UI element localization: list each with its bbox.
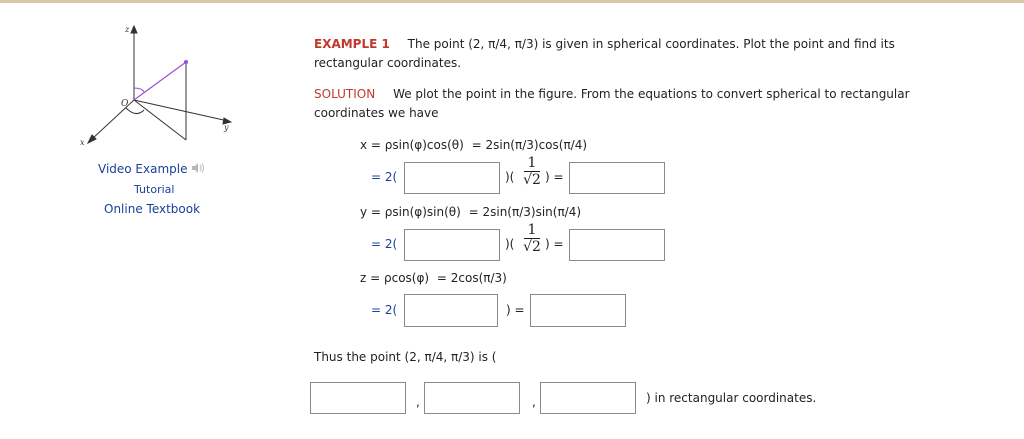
axes [88, 26, 231, 143]
eq-z-lhs: z = ρcos(φ) [360, 271, 430, 285]
z-axis-label: z [125, 25, 130, 34]
answer-x-input[interactable] [310, 382, 406, 414]
plotted-point [184, 60, 188, 64]
eq-x-frac-den: √2 [523, 172, 541, 188]
x-axis-label: x [80, 138, 85, 147]
eq-z-line1 [360, 271, 507, 285]
y-axis-label: y [224, 123, 229, 132]
eq-x-input-2[interactable] [569, 162, 665, 194]
eq-y-end: ) = [545, 237, 564, 251]
conclusion-end: ) in rectangular coordinates. [646, 391, 817, 405]
eq-x-input-1[interactable] [404, 162, 500, 194]
eq-z-prefix: = 2( [371, 303, 398, 317]
eq-y-line1 [360, 205, 581, 219]
eq-y-mid: )( [505, 237, 515, 251]
solution-heading [314, 87, 910, 101]
eq-x-rhs: = 2sin(π/3)cos(π/4) [471, 138, 588, 152]
eq-y-frac-num: 1 [527, 222, 537, 238]
example-label: EXAMPLE 1 [314, 37, 390, 51]
answer-sep-1: , [416, 395, 420, 409]
eq-x-lhs: x = ρsin(φ)cos(θ) [360, 138, 464, 152]
eq-z-end: ) = [506, 303, 525, 317]
theta-arc [126, 108, 144, 114]
eq-x-frac-num: 1 [527, 155, 537, 171]
video-example-label: Video Example [98, 162, 188, 176]
origin-label: O [121, 99, 129, 109]
eq-x-mid: )( [505, 170, 515, 184]
eq-y-input-1[interactable] [404, 229, 500, 261]
online-textbook-link[interactable]: Online Textbook [104, 202, 201, 216]
phi-arc [134, 88, 144, 92]
eq-y-input-2[interactable] [569, 229, 665, 261]
eq-z-rhs: = 2cos(π/3) [436, 271, 507, 285]
eq-x-prefix: = 2( [371, 170, 398, 184]
answer-sep-2: , [532, 395, 536, 409]
eq-y-rhs: = 2sin(π/3)sin(π/4) [468, 205, 582, 219]
rho-line [134, 62, 186, 100]
eq-z-input-2[interactable] [530, 294, 626, 327]
video-example-link[interactable] [98, 162, 205, 176]
top-border [0, 0, 1024, 3]
conclusion-text: Thus the point (2, π/4, π/3) is ( [314, 350, 497, 364]
tutorial-link[interactable]: Tutorial [134, 183, 175, 196]
example-heading [314, 37, 895, 51]
eq-x-end: ) = [545, 170, 564, 184]
solution-text-2: coordinates we have [314, 106, 439, 120]
eq-y-lhs: y = ρsin(φ)sin(θ) [360, 205, 461, 219]
eq-x-fraction [522, 156, 542, 188]
eq-y-fraction [522, 223, 542, 255]
eq-y-prefix: = 2( [371, 237, 398, 251]
solution-label: SOLUTION [314, 87, 376, 101]
solution-text-1: We plot the point in the figure. From the equations to convert spherical to rectangular [393, 87, 910, 101]
answer-z-input[interactable] [540, 382, 636, 414]
eq-z-input-1[interactable] [404, 294, 498, 327]
eq-y-frac-den: √2 [523, 239, 541, 255]
example-text-1: The point (2, π/4, π/3) is given in spherical coordinates. Plot the point and find its [407, 37, 895, 51]
eq-x-line1 [360, 138, 587, 152]
spherical-figure [78, 22, 248, 152]
example-text-2: rectangular coordinates. [314, 56, 462, 70]
answer-y-input[interactable] [424, 382, 520, 414]
speaker-icon [191, 162, 205, 174]
z-arrow [131, 26, 137, 33]
